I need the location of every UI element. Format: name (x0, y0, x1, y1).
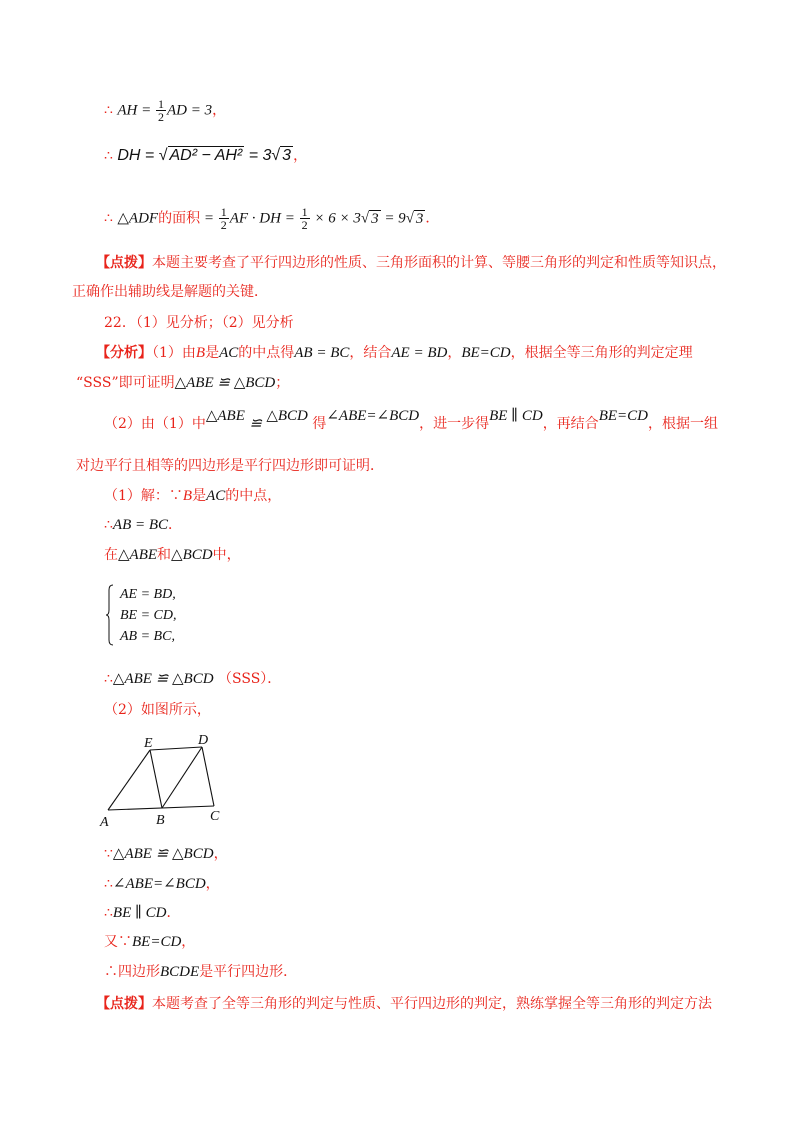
question-22-answer: 22．（1）见分析；（2）见分析 (104, 315, 294, 331)
tip-paragraph-2: 【点拨】本题考查了全等三角形的判定与性质、平行四边形的判定，熟练掌握全等三角形的判定方法 (96, 996, 712, 1012)
proof-line-3: ∴BE ∥ CD． (104, 905, 181, 921)
parallelogram-figure (96, 730, 236, 830)
point-label-b: B (156, 813, 165, 828)
tip-paragraph-1-cont: 正确作出辅助线是解题的关键． (72, 284, 268, 300)
therefore-symbol: ∴ (104, 210, 113, 227)
solution-line-4: ∴△ABE ≌ △BCD （SSS）． (104, 671, 282, 687)
segment-ac (108, 806, 214, 810)
point-label-a: A (100, 815, 109, 830)
solution-line-1: （1）解：∵B是AC的中点， (104, 488, 282, 504)
step-area: ∴ △ADF的面积 = $\frac{1}{2}$ AF · DH = $\frac{1}{2}$ × 6 × 3√ 3 = 9√ 3 ． (104, 205, 440, 232)
analysis-line-4: 对边平行且相等的四边形是平行四边形即可证明． (76, 458, 384, 474)
proof-line-2: ∴∠ABE=∠BCD， (104, 876, 220, 892)
left-brace (106, 584, 114, 646)
proof-line-4: 又∵BE=CD， (104, 934, 196, 950)
point-label-c: C (210, 809, 220, 824)
point-label-d: D (198, 733, 209, 748)
equation-row: AE = BD, (120, 587, 176, 602)
segment-bd (162, 747, 202, 808)
equation-row: BE = CD, (120, 608, 177, 623)
fraction: $\frac{1}{2}$ (158, 97, 164, 124)
proof-line-5: ∴四边形BCDE是平行四边形． (104, 964, 298, 980)
analysis-line-3: （2）由（1）中△ABE ≌ △BCD 得∠ABE=∠BCD，进一步得BE ∥ CD，再结合BE=CD，根据一组 (104, 408, 718, 432)
equation-row: AB = BC, (120, 629, 175, 644)
segment-ed (150, 747, 202, 750)
analysis-line-2: “SSS”即可证明△ABE ≌ △BCD； (76, 375, 290, 391)
therefore-symbol: ∴ (104, 148, 113, 164)
step-ah: ∴ AH = $\frac{1}{2}$ AD = 3， (104, 97, 227, 124)
analysis-line-1: 【分析】（1）由B是AC的中点得AB = BC，结合AE = BD，BE=CD，根据全等三角形的判定定理 (96, 345, 693, 361)
segment-ae (108, 750, 150, 810)
segment-dc (202, 747, 214, 806)
tip-paragraph-1: 【点拨】本题主要考查了平行四边形的性质、三角形面积的计算、等腰三角形的判定和性质等知识点， (96, 255, 726, 271)
proof-line-1: ∵△ABE ≌ △BCD， (104, 846, 228, 862)
point-label-e: E (144, 736, 153, 751)
step-dh: ∴ DH = √ AD² − AH² = 3√ 3 ， (104, 147, 308, 164)
solution-line-5: （2）如图所示， (104, 702, 211, 718)
segment-eb (150, 750, 162, 808)
solution-line-3: 在△ABE和△BCD中， (104, 547, 241, 563)
solution-line-2: ∴AB = BC． (104, 517, 183, 533)
therefore-symbol: ∴ (104, 102, 113, 119)
